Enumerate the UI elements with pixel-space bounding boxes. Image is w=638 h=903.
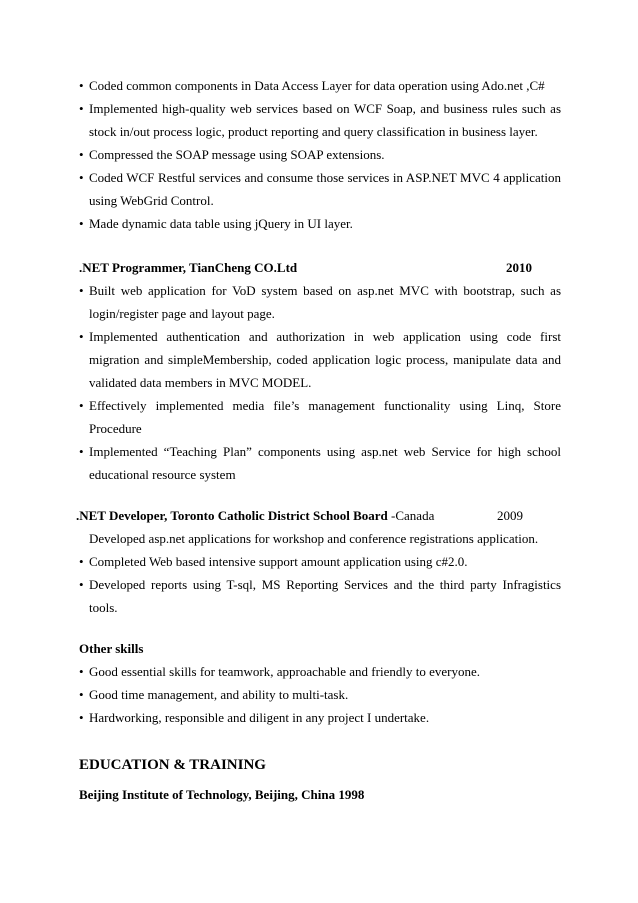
- list-item: [79, 573, 561, 619]
- section-heading: EDUCATION & TRAINING: [79, 757, 266, 773]
- bullet-icon: •: [79, 78, 84, 93]
- bullet-text: Coded WCF Restful services and consume those services in ASP.NET MVC 4 application using WebGrid Control.: [89, 170, 561, 208]
- bullet-text: Compressed the SOAP message using SOAP extensions.: [89, 147, 385, 162]
- bullet-text: Coded common components in Data Access Layer for data operation using Ado.net ,C#: [89, 78, 545, 93]
- list-item: [79, 683, 561, 706]
- bullet-text: Good essential skills for teamwork, approachable and friendly to everyone.: [89, 664, 480, 679]
- job-title: [76, 504, 434, 527]
- bullet-icon: •: [79, 398, 84, 413]
- list-item: [79, 212, 561, 235]
- list-item: [79, 325, 561, 394]
- bullet-icon: •: [79, 170, 84, 185]
- job-intro: Developed asp.net applications for workshop and conference registrations application.: [89, 531, 539, 546]
- bullet-icon: •: [79, 147, 84, 162]
- section-title: Other skills: [79, 641, 144, 656]
- list-item: [79, 550, 561, 573]
- list-item: [79, 706, 561, 729]
- job-year: 2009: [497, 508, 523, 523]
- bullet-icon: •: [79, 283, 84, 298]
- bullet-text: Built web application for VoD system based on asp.net MVC with bootstrap, such as login/register page and layout page.: [89, 283, 561, 321]
- list-item: [79, 97, 561, 143]
- job-title: .NET Programmer, TianCheng CO.Ltd: [79, 260, 298, 275]
- bullet-text: Implemented “Teaching Plan” components using asp.net web Service for high school educational resource system: [89, 444, 561, 482]
- bullet-icon: •: [79, 444, 84, 459]
- list-item: [79, 279, 561, 325]
- list-item: [79, 74, 561, 97]
- bullet-text: Implemented high-quality web services based on WCF Soap, and business rules such as stock in/out process logic, product reporting and query classification in business layer.: [89, 101, 561, 139]
- bullet-icon: •: [79, 101, 84, 116]
- bullet-text: Made dynamic data table using jQuery in UI layer.: [89, 216, 353, 231]
- bullet-icon: •: [79, 664, 84, 679]
- list-item: [79, 166, 561, 212]
- list-item: [79, 440, 561, 486]
- job-year: 2010: [506, 260, 532, 275]
- bullet-icon: •: [79, 687, 84, 702]
- bullet-text: Effectively implemented media file’s management functionality using Linq, Store Procedure: [89, 398, 561, 436]
- bullet-icon: •: [79, 329, 84, 344]
- list-item: [79, 660, 561, 683]
- bullet-text: Implemented authentication and authorization in web application using code first migration and simpleMembership, coded application logic process, manipulate data and validated data members in MVC MODEL.: [89, 329, 561, 390]
- job-title-location: -Canada: [387, 508, 435, 523]
- bullet-icon: •: [79, 577, 84, 592]
- list-item: [79, 394, 561, 440]
- bullet-icon: •: [79, 554, 84, 569]
- bullet-text: Developed reports using T-sql, MS Reporting Services and the third party Infragistics tools.: [89, 577, 561, 615]
- job-title-main: .NET Developer, Toronto Catholic District School Board: [76, 508, 388, 523]
- bullet-text: Completed Web based intensive support amount application using c#2.0.: [89, 554, 468, 569]
- bullet-icon: •: [79, 710, 84, 725]
- bullet-text: Good time management, and ability to multi-task.: [89, 687, 349, 702]
- bullet-text: Hardworking, responsible and diligent in any project I undertake.: [89, 710, 430, 725]
- list-item: [79, 143, 561, 166]
- bullet-icon: •: [79, 216, 84, 231]
- education-entry: Beijing Institute of Technology, Beijing, China 1998: [79, 787, 365, 802]
